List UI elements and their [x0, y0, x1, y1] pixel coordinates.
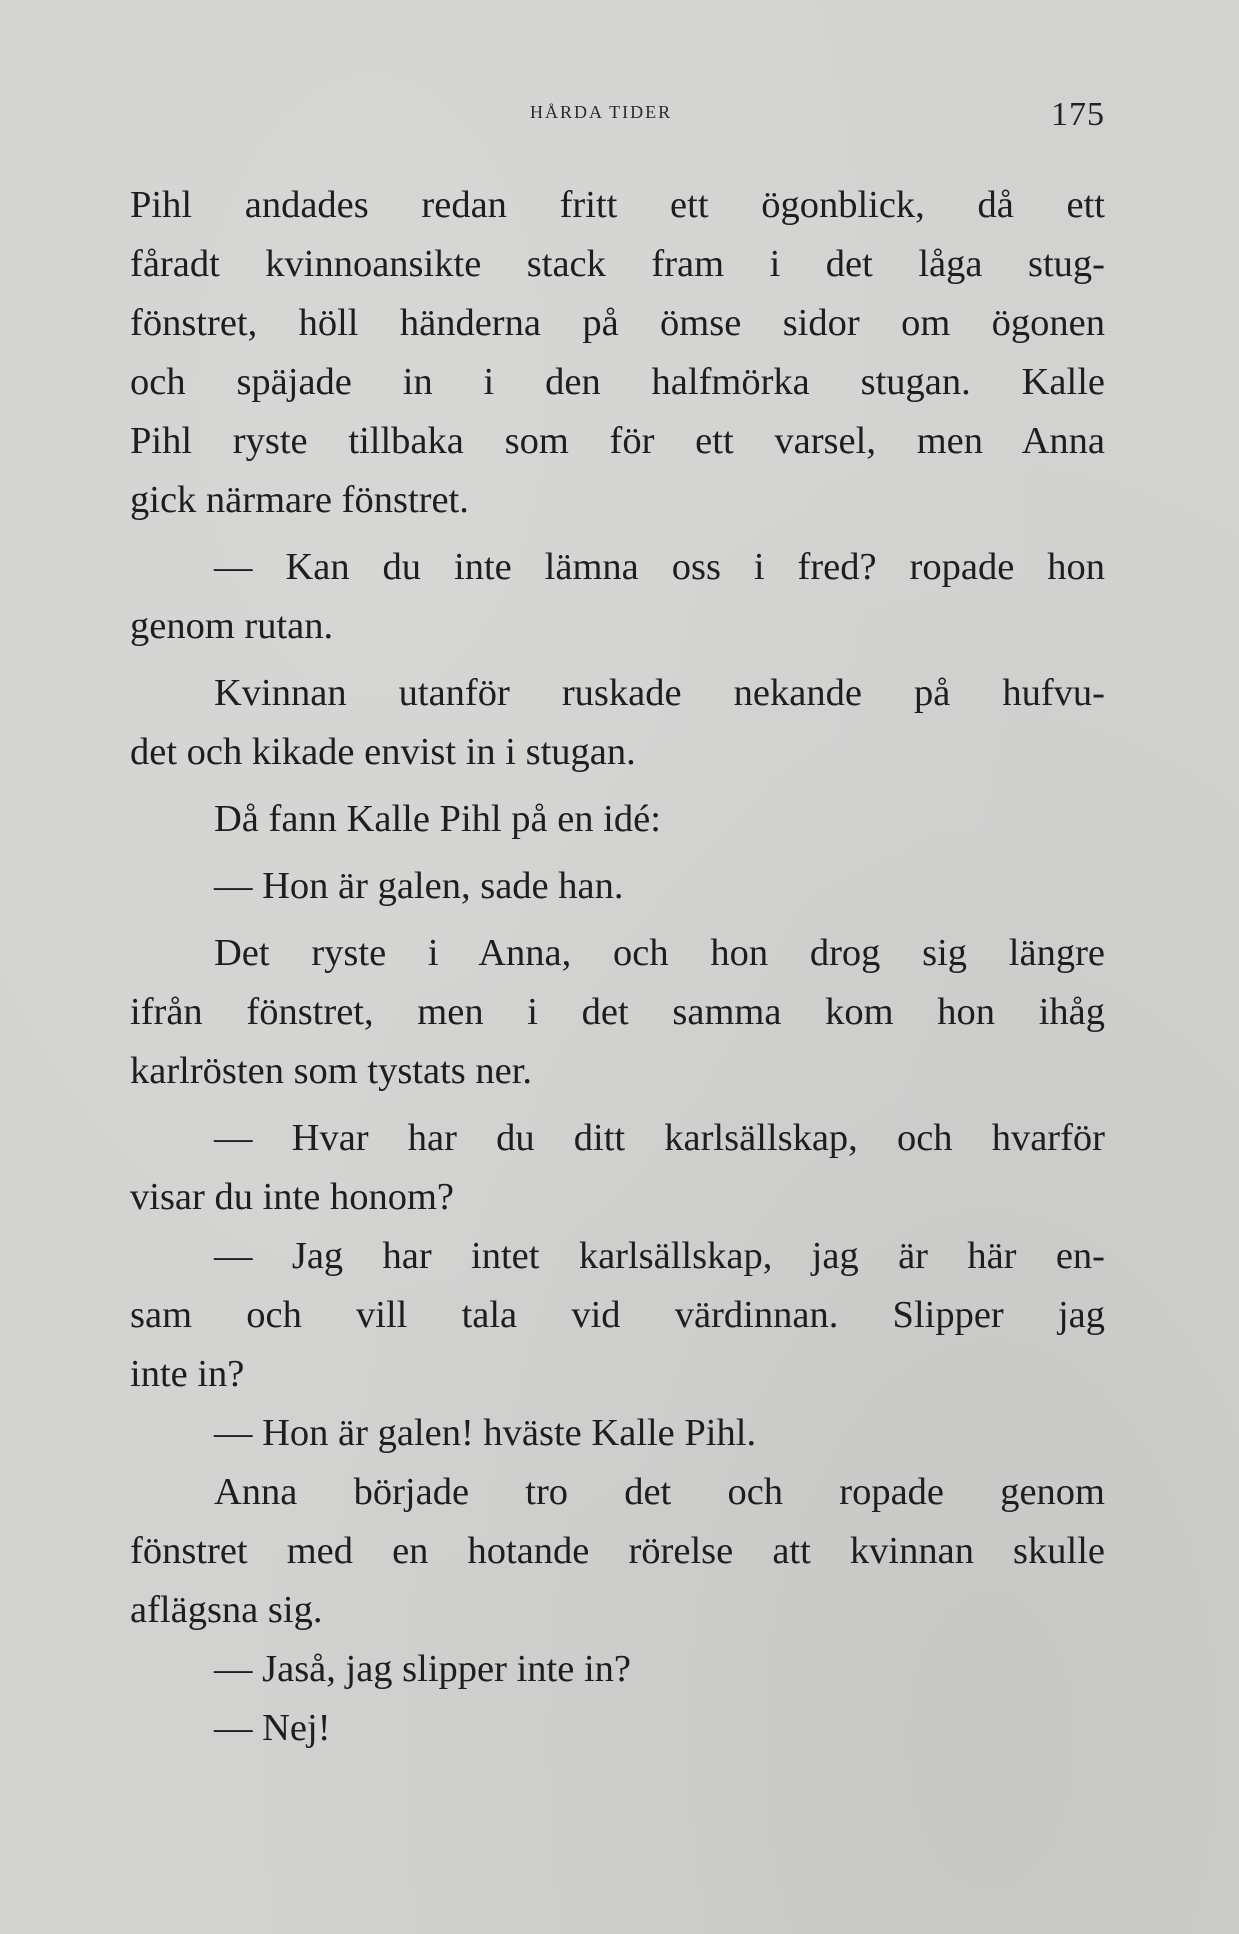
text-line: — Hon är galen! hväste Kalle Pihl. [214, 1412, 757, 1454]
text-line: Pihl ryste tillbaka som för ett varsel, men Anna [130, 420, 1105, 462]
text-line: det och kikade envist in i stugan. [130, 731, 636, 773]
text-line: Anna började tro det och ropade genom [214, 1471, 1105, 1513]
text-line: — Kan du inte lämna oss i fred? ropade hon [214, 546, 1105, 588]
text-line: — Jag har intet karlsällskap, jag är här en- [214, 1235, 1105, 1277]
text-line: och späjade in i den halfmörka stugan. Kalle [130, 361, 1105, 403]
text-line: — Nej! [214, 1707, 331, 1749]
running-head [130, 96, 1105, 136]
text-line: fåradt kvinnoansikte stack fram i det låga stug- [130, 243, 1105, 285]
text-line: genom rutan. [130, 605, 334, 647]
text-line: — Jaså, jag slipper inte in? [214, 1648, 631, 1690]
text-line: Kvinnan utanför ruskade nekande på hufvu- [214, 672, 1105, 714]
text-line: fönstret med en hotande rörelse att kvinnan skulle [130, 1530, 1105, 1572]
text-line: aflägsna sig. [130, 1589, 323, 1631]
text-line: ifrån fönstret, men i det samma kom hon ihåg [130, 991, 1105, 1033]
text-line: Då fann Kalle Pihl på en idé: [214, 798, 661, 840]
text-line: gick närmare fönstret. [130, 479, 469, 521]
text-line: — Hon är galen, sade han. [214, 865, 624, 907]
text-line: karlrösten som tystats ner. [130, 1050, 533, 1092]
text-line: inte in? [130, 1353, 245, 1395]
text-line: fönstret, höll händerna på ömse sidor om ögonen [130, 302, 1105, 344]
text-line: Det ryste i Anna, och hon drog sig längre [214, 932, 1105, 974]
text-line: visar du inte honom? [130, 1176, 454, 1218]
text-line: — Hvar har du ditt karlsällskap, och hvarför [214, 1117, 1105, 1159]
page-number: 175 [1051, 96, 1105, 133]
text-line: Pihl andades redan fritt ett ögonblick, då ett [130, 184, 1105, 226]
text-line: sam och vill tala vid värdinnan. Slipper jag [130, 1294, 1105, 1336]
running-title: HÅRDA TIDER [530, 102, 673, 122]
